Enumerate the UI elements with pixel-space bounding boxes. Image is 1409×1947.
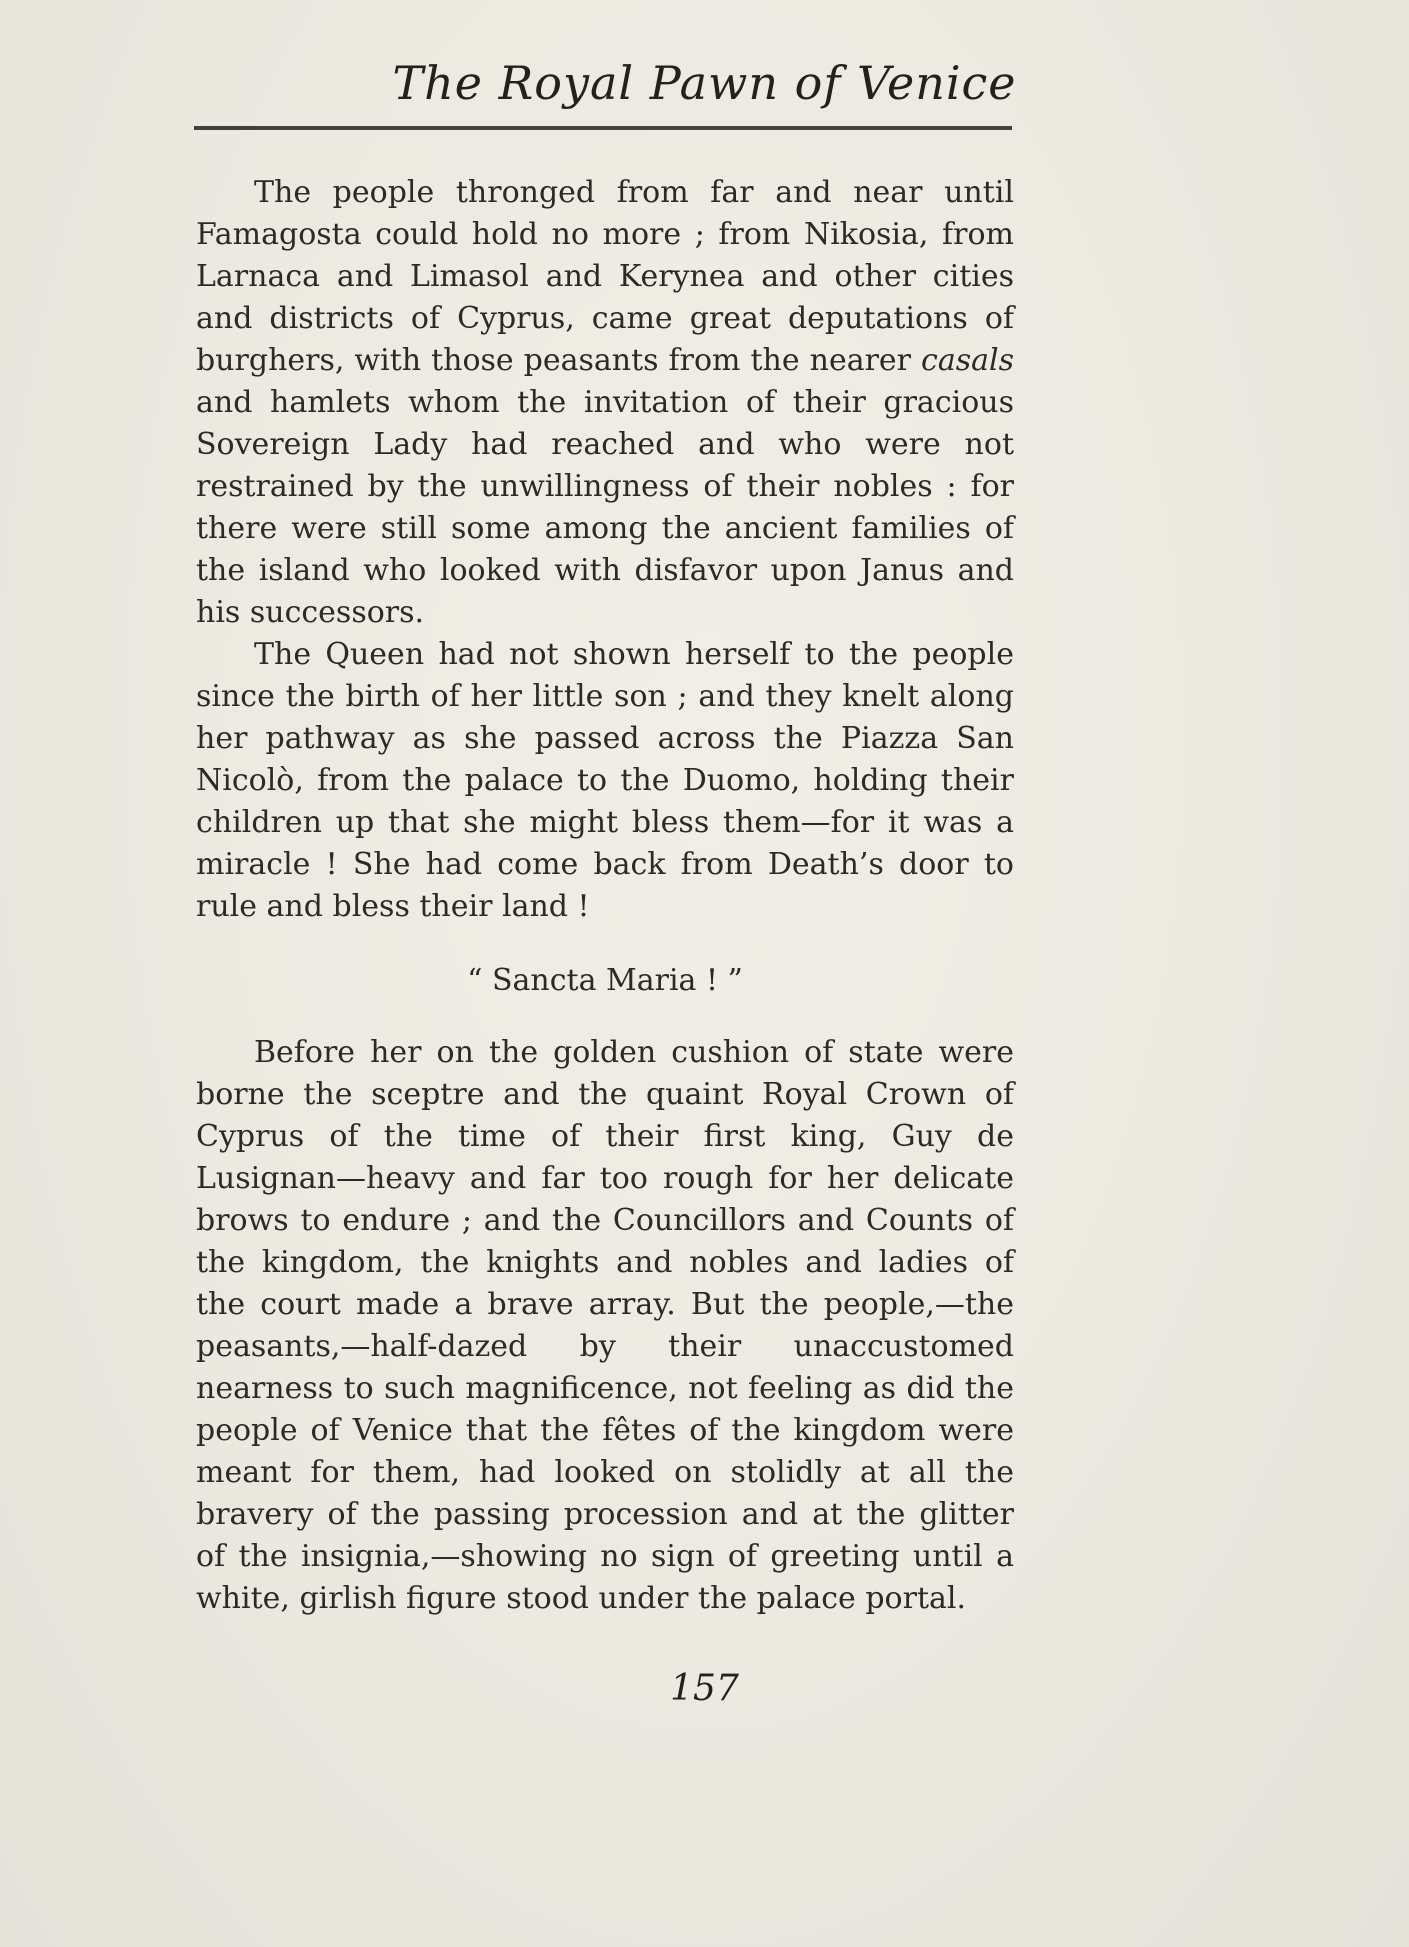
- paragraph-3: Before her on the golden cushion of state were borne the sceptre and the quaint Royal Crown of Cyprus of the time of their first king, Guy de Lusignan—heavy and far too rough for her delicate brows to endure ; and the Councillors and Counts of the kingdom, the knights and nobles and ladies of the court made a brave array. But the people,—the peasants,—half-dazed by their unaccustomed nearness to such magnificence, not feeling as did the people of Venice that the fêtes of the kingdom were meant for them, had looked on stolidly at all the bravery of the passing procession and at the glitter of the insignia,—showing no sign of greeting until a white, girlish figure stood under the palace portal.: [196, 1035, 1014, 1616]
- text-block: [196, 172, 1014, 1620]
- centered-quote: “ Sancta Maria ! ”: [467, 963, 743, 998]
- paragraph-2: The Queen had not shown herself to the people since the birth of her little son ; and they knelt along her pathway as she passed across the Piazza San Nicolò, from the palace to the Duomo, holding their children up that she might bless them—for it was a miracle ! She had come back from Death’s door to rule and bless their land !: [196, 637, 1014, 924]
- page-header: [0, 0, 1409, 130]
- page-number: 157: [670, 1668, 739, 1709]
- paragraph-1: The people thronged from far and near until Famagosta could hold no more ; from Nikosia, from Larnaca and Limasol and Kerynea and other cities and districts of Cyprus, came great deputations of burghers, with those peasants from the nearer casals and hamlets whom the invitation of their gracious Sovereign Lady had reached and who were not restrained by the unwillingness of their nobles : for there were still some among the ancient families of the island who looked with disfavor upon Janus and his successors.: [196, 175, 1014, 630]
- title-rule: [194, 126, 1012, 130]
- page-title: The Royal Pawn of Venice: [392, 56, 1017, 110]
